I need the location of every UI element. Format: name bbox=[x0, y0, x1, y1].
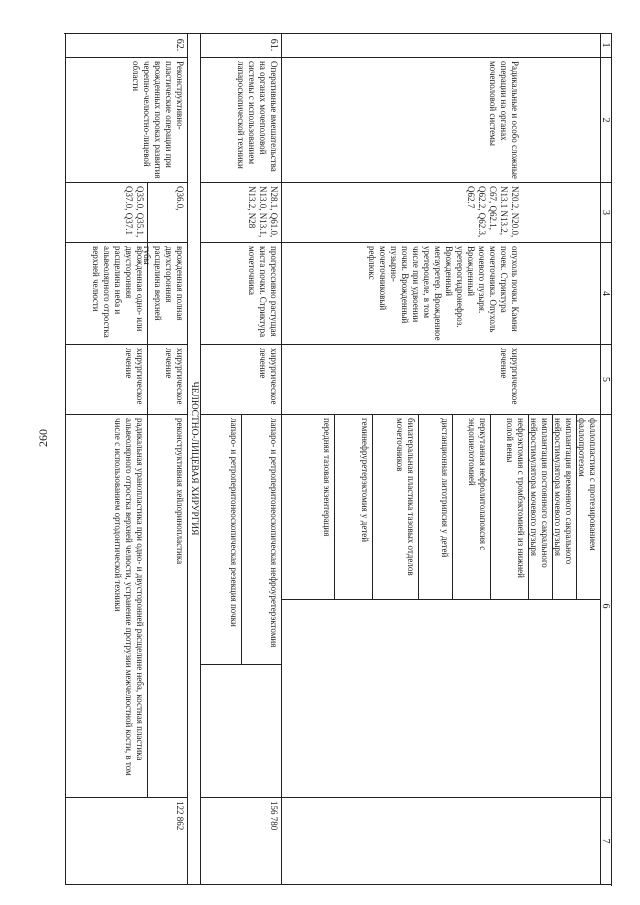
method-item: лапаро- и ретроперитонеоскопическая нефроуретерэктомия bbox=[241, 415, 281, 665]
column-number-1: 1 bbox=[600, 33, 612, 58]
row-number: 61. bbox=[200, 33, 281, 58]
page-number: 260 bbox=[36, 429, 50, 447]
cost-cell bbox=[281, 798, 600, 885]
procedure-group-name: Радикальные и особо сложные операции на органах мочеполовой системы bbox=[281, 58, 600, 183]
empty-cell bbox=[200, 665, 281, 798]
diagnosis: прогрессивно растущая киста почки. Стриктура мочеточника bbox=[200, 243, 281, 345]
cost-cell: 122 862 bbox=[65, 798, 187, 885]
method-item: передняя тазовая экзентерация bbox=[281, 415, 334, 600]
method-item: фаллопластика с протезированием фаллопротезом bbox=[576, 415, 600, 600]
icd-codes: Q36.0, bbox=[147, 183, 187, 243]
row-number: 62. bbox=[65, 33, 187, 58]
method-item: имплантация постоянного сакрального нейростимулятора мочевого пузыря bbox=[528, 415, 552, 600]
method-item: имплантация временного сакрального нейростимулятора мочевого пузыря bbox=[552, 415, 576, 600]
landscape-table bbox=[64, 33, 612, 886]
diagnosis: врожденная одно- или двусторонняя расщелина неба и альвеолярного отростка верхней челюсти bbox=[65, 243, 147, 345]
cost-cell: 156 780 bbox=[200, 798, 281, 885]
column-number-6: 6 bbox=[600, 415, 612, 798]
method-item: лапаро- и ретроперитонеоскопическая резекция почки bbox=[200, 415, 241, 665]
empty-cell bbox=[281, 600, 600, 798]
diagnosis: опухоль почки. Камни почек. Стриктура мочеточника. Опухоль мочевого пузыря. Врожденный уретерогидронефроз. Врожденный мегауретер. Врожденное уретероцеле, в том числе при удвоении почки. Врожденный пузырно-мочеточниковый рефлюкс bbox=[281, 243, 600, 345]
column-number-3: 3 bbox=[600, 183, 612, 243]
method-item: нефрэктомия с тромбэктомией из нижней полой вены bbox=[490, 415, 528, 600]
treatment-type: хирургическое лечение bbox=[147, 345, 187, 415]
procedure-group-name: Реконструктивно-пластические операции при врожденных пороках развития черепно-челюстно-лицевой области bbox=[65, 58, 187, 183]
icd-codes: N28.1, Q61.0, N13.0, N13.1, N13.2, N28 bbox=[200, 183, 281, 243]
treatment-type: хирургическое лечение bbox=[281, 345, 600, 415]
method-item: перкутанная нефролитолапоксия с эндопиелотомией bbox=[452, 415, 490, 600]
method-item: дистанционная литотрипсия у детей bbox=[418, 415, 452, 600]
icd-codes: Q35.0, Q35.1, Q37.0, Q37.1 bbox=[65, 183, 147, 243]
procedure-group-name: Оперативные вмешательства на органах мочеполовой системы с использованием лапароскопической техники bbox=[200, 58, 281, 183]
icd-codes: N20.2, N20.0, N13.1 N13.2, C67, Q62.1, Q62.2, Q62.3, Q62.7 bbox=[281, 183, 600, 243]
column-number-2: 2 bbox=[600, 58, 612, 183]
diagnosis: врожденная полная двухсторонняя расщелина верхней губы bbox=[147, 243, 187, 345]
column-number-4: 4 bbox=[600, 243, 612, 345]
method-item: радикальная уранопластика при одно- и двусторонней расщелине неба, костная пластика альвеолярного отростка верхней челюсти, устранение протрузии межчелюстной кости, в том числе с использованием ортодонтической техники bbox=[65, 415, 147, 798]
method-item: реконструктивная хейлоринопластика bbox=[147, 415, 187, 798]
method-item: билатеральная пластика тазовых отделов мочеточников bbox=[372, 415, 418, 600]
row-number bbox=[281, 33, 600, 58]
column-number-5: 5 bbox=[600, 345, 612, 415]
section-header: ЧЕЛЮСТНО-ЛИЦЕВАЯ ХИРУРГИЯ bbox=[187, 33, 200, 885]
method-item: геминефруретерэктомия у детей bbox=[334, 415, 372, 600]
treatment-type: хирургическое лечение bbox=[65, 345, 147, 415]
column-number-7: 7 bbox=[600, 798, 612, 885]
treatment-type: хирургическое лечение bbox=[200, 345, 281, 415]
